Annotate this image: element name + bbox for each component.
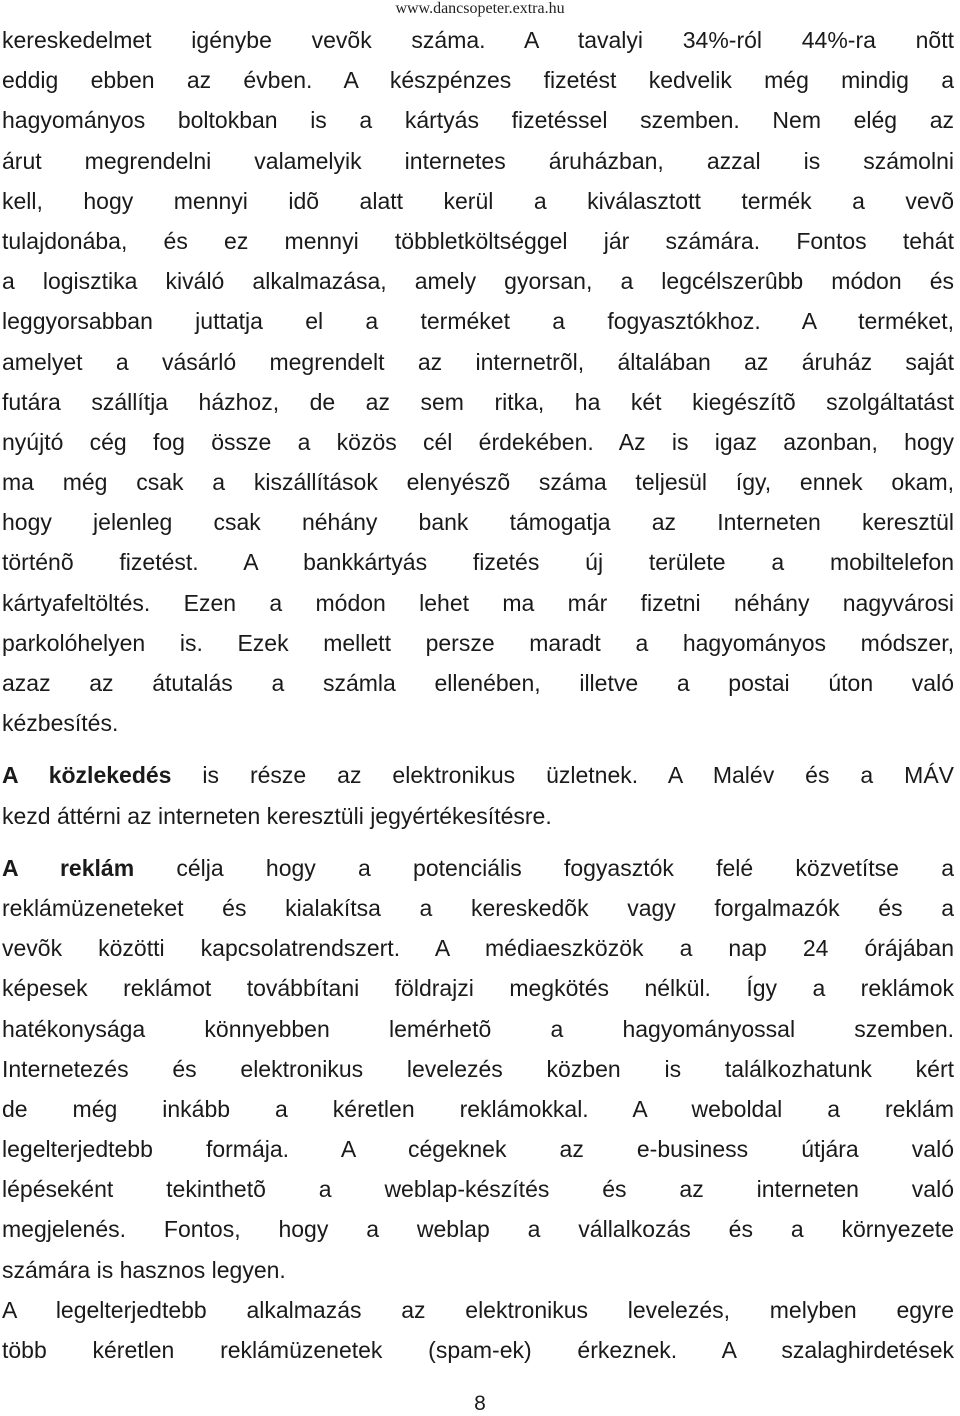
text-line: hagyományos boltokban is a kártyás fizetéssel szemben. Nem elég az <box>2 107 954 134</box>
page-number: 8 <box>474 1392 486 1415</box>
text-line: árut megrendelni valamelyik internetes áruházban, azzal is számolni <box>2 147 954 174</box>
text-line: futára szállítja házhoz, de az sem ritka, ha két kiegészítõ szolgáltatást <box>2 388 954 415</box>
term-transport: A közlekedés <box>2 762 172 789</box>
text-line: eddig ebben az évben. A készpénzes fizetést kedvelik még mindig a <box>2 67 954 94</box>
paragraph-advertising <box>2 848 954 1290</box>
text-line <box>2 755 954 795</box>
text-line: kereskedelmet igénybe vevõk száma. A tavalyi 34%-ról 44%-ra nõtt <box>2 27 954 53</box>
term-advertising: A reklám <box>2 854 135 881</box>
text-line: azaz az átutalás a számla ellenében, illetve a postai úton való <box>2 670 954 696</box>
text-line: nyújtó cég fog össze a közös cél érdekében. Az is igaz azonban, hogy <box>2 428 954 455</box>
text-span: célja hogy a potenciális fogyasztók felé közvetítse a <box>134 854 954 881</box>
text-line: kell, hogy mennyi idõ alatt kerül a kiválasztott termék a vevõ <box>2 187 954 214</box>
text-line: a logisztika kiváló alkalmazása, amely gyorsan, a legcélszerûbb módon és <box>2 268 954 295</box>
text-line: de még inkább a kéretlen reklámokkal. A weboldal a reklám <box>2 1095 954 1122</box>
text-line: vevõk közötti kapcsolatrendszert. A médiaeszközök a nap 24 órájában <box>2 935 954 962</box>
header-url: www.dancsopeter.extra.hu <box>395 0 565 17</box>
text-line: ma még csak a kiszállítások elenyészõ száma teljesül így, ennek okam, <box>2 469 954 496</box>
text-line: kártyafeltöltés. Ezen a módon lehet ma már fizetni néhány nagyvárosi <box>2 589 954 616</box>
paragraph-email <box>2 1290 954 1370</box>
text-line: tulajdonába, és ez mennyi többletköltséggel jár számára. Fontos tehát <box>2 227 954 254</box>
document-body <box>2 20 954 1370</box>
text-line: megjelenés. Fontos, hogy a weblap a vállalkozás és a környezete <box>2 1216 954 1243</box>
text-line: számára is hasznos legyen. <box>2 1256 286 1283</box>
text-line: képesek reklámot továbbítani földrajzi megkötés nélkül. Így a reklámok <box>2 975 954 1002</box>
text-line: lépéseként tekinthetõ a weblap-készítés és az interneten való <box>2 1176 954 1203</box>
text-line: leggyorsabban juttatja el a terméket a fogyasztókhoz. A terméket, <box>2 308 954 335</box>
paragraph-logistics <box>2 20 954 743</box>
text-line: hatékonysága könnyebben lemérhetõ a hagyományossal szemben. <box>2 1015 954 1042</box>
text-line: kezd áttérni az interneten keresztüli jegyértékesítésre. <box>2 802 552 829</box>
text-span: is része az elektronikus üzletnek. A Malév és a MÁV <box>171 762 954 789</box>
text-line: parkolóhelyen is. Ezek mellett persze maradt a hagyományos módszer, <box>2 629 954 656</box>
text-line: hogy jelenleg csak néhány bank támogatja az Interneten keresztül <box>2 509 954 536</box>
text-line: történõ fizetést. A bankkártyás fizetés új területe a mobiltelefon <box>2 549 954 576</box>
text-line: amelyet a vásárló megrendelt az internetrõl, általában az áruház saját <box>2 348 954 375</box>
text-line: legelterjedtebb formája. A cégeknek az e-business útjára való <box>2 1136 954 1163</box>
text-line <box>2 848 954 888</box>
paragraph-transport <box>2 755 954 835</box>
text-line: A legelterjedtebb alkalmazás az elektronikus levelezés, melyben egyre <box>2 1296 954 1323</box>
text-line: több kéretlen reklámüzenetek (spam-ek) érkeznek. A szalaghirdetések <box>2 1337 954 1363</box>
text-line: Internetezés és elektronikus levelezés közben is találkozhatunk kért <box>2 1055 954 1082</box>
text-line: kézbesítés. <box>2 710 119 737</box>
text-line: reklámüzeneteket és kialakítsa a kereskedõk vagy forgalmazók és a <box>2 894 954 921</box>
